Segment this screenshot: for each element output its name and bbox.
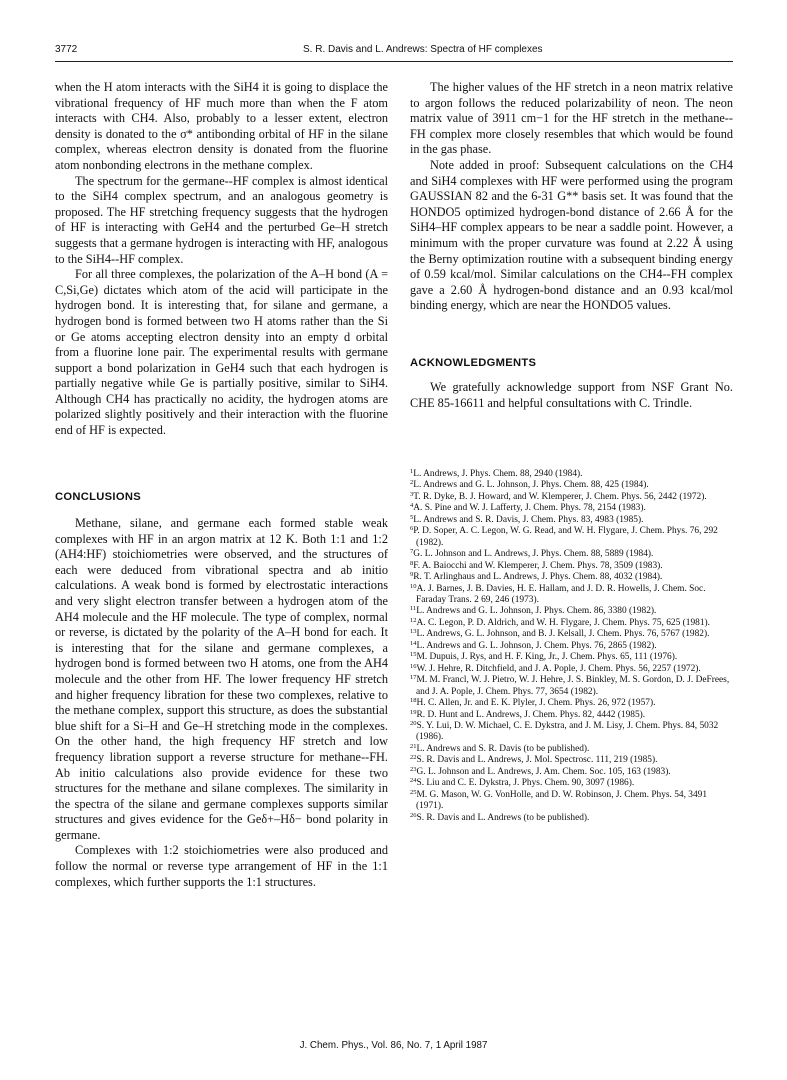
reference-number: 8 — [410, 559, 414, 567]
reference-number: 22 — [410, 754, 417, 762]
journal-footer: J. Chem. Phys., Vol. 86, No. 7, 1 April 1987 — [299, 1040, 488, 1051]
paragraph: We gratefully acknowledge support from NSF Grant No. CHE 85-16611 and helpful consultations with C. Trindle. — [410, 380, 733, 410]
reference-item: $^{18}$H. C. Allen, Jr. and E. K. Plyler, J. Chem. Phys. 26, 972 (1957). — [410, 697, 656, 709]
reference-number: 4 — [410, 502, 414, 510]
reference-number: 9 — [410, 571, 414, 579]
paragraph: when the H atom interacts with the SiH4 it is going to displace the vibrational frequency of HF much more than when the F atom interacts with CH4. Also, probably to a lesser extent, electron density is donated to the σ* antibonding orbital of HF in the silane complex, whereas electron density is donated from the fluorine atom nonbonding electrons in the methane complex. — [55, 80, 388, 172]
reference-item: $^2$L. Andrews and G. L. Johnson, J. Phys. Chem. 88, 425 (1984). — [410, 479, 649, 491]
reference-number: 16 — [410, 662, 417, 670]
reference-number: 17 — [410, 674, 417, 682]
reference-item: $^{21}$L. Andrews and S. R. Davis (to be published). — [410, 742, 590, 754]
left-column — [55, 80, 388, 439]
reference-number: 20 — [410, 719, 417, 727]
reference-number: 19 — [410, 708, 417, 716]
reference-item: $^{11}$L. Andrews and G. L. Johnson, J. Phys. Chem. 86, 3380 (1982). — [410, 605, 657, 617]
reference-item: $^{19}$R. D. Hunt and L. Andrews, J. Chem. Phys. 82, 4442 (1985). — [410, 708, 646, 720]
reference-number: 12 — [410, 616, 417, 624]
reference-item: $^{20}$S. Y. Lui, D. W. Michael, C. E. Dykstra, and J. M. Lisy, J. Chem. Phys. 84, 5032 (1986). — [410, 719, 719, 743]
reference-item: $^{14}$L. Andrews and G. L. Johnson, J. Chem. Phys. 76, 2865 (1982). — [410, 639, 657, 651]
reference-number: 13 — [410, 628, 417, 636]
reference-item: $^3$T. R. Dyke, B. J. Howard, and W. Klemperer, J. Chem. Phys. 56, 2442 (1972). — [410, 490, 707, 502]
reference-item: $^7$G. L. Johnson and L. Andrews, J. Phys. Chem. 88, 5889 (1984). — [410, 548, 654, 560]
reference-item: $^9$R. T. Arlinghaus and L. Andrews, J. Phys. Chem. 88, 4032 (1984). — [410, 571, 663, 583]
reference-item: $^{26}$S. R. Davis and L. Andrews (to be published). — [410, 811, 590, 823]
reference-item: $^{16}$W. J. Hehre, R. Ditchfield, and J. A. Pople, J. Chem. Phys. 56, 2257 (1972). — [410, 662, 701, 674]
acknowledgments-body — [410, 380, 733, 411]
reference-item: $^{15}$M. Dupuis, J. Rys, and H. F. King, Jr., J. Chem. Phys. 65, 111 (1976). — [410, 651, 678, 663]
section-heading-conclusions: CONCLUSIONS — [55, 491, 141, 503]
reference-number: 6 — [410, 525, 414, 533]
running-title: S. R. Davis and L. Andrews: Spectra of HF complexes — [303, 44, 543, 55]
reference-item: $^{24}$S. Liu and C. E. Dykstra, J. Phys. Chem. 90, 3097 (1986). — [410, 777, 635, 789]
paragraph: Complexes with 1:2 stoichiometries were also produced and follow the normal or reverse type arrangement of HF in the 1:1 complexes, which further supports the 1:1 structures. — [55, 843, 388, 889]
page-number: 3772 — [55, 44, 78, 55]
reference-number: 11 — [410, 605, 417, 613]
reference-item: $^{17}$M. M. Francl, W. J. Pietro, W. J. Hehre, J. S. Binkley, M. S. Gordon, D. J. DeFrees, and J. A. Pople, J. Chem. Phys. 77, 3654 (1982). — [410, 674, 730, 697]
reference-number: 24 — [410, 777, 417, 785]
paragraph: The spectrum for the germane--HF complex is almost identical to the SiH4 complex spectrum, and an analogous geometry is proposed. The HF stretching frequency suggests that the hydrogen of HF is interacting with GeH4 and the perturbed Ge–H stretch suggests that a germane hydrogen is interacting with HF, analogous to the SiH4--HF complex. — [55, 173, 388, 266]
reference-item: $^{12}$A. C. Legon, P. D. Aldrich, and W. H. Flygare, J. Chem. Phys. 75, 625 (1981). — [410, 616, 710, 628]
reference-number: 3 — [410, 490, 414, 498]
note-added-in-proof: Note added in proof: Subsequent calculations on the CH4 and SiH4 complexes with HF were performed using the program GAUSSIAN 82 and the 6-31 G** basis set. It was found that the HONDO5 optimized hydrogen-bond distance of 2.66 Å for the SiH4–HF complex appears to be near a saddle point. However, a minimum with the proper curvature was found at 2.22 Å using the Berny optimization routine with a subsequent binding energy of 0.59 kcal/mol. Similar calculations on the CH4--FH complex gave a 2.60 Å hydrogen-bond distance and an 0.93 kcal/mol binding energy, which are near the HONDO5 values. — [410, 157, 733, 313]
right-column — [410, 80, 733, 314]
header-rule — [55, 61, 733, 62]
running-header — [55, 44, 733, 58]
reference-number: 18 — [410, 697, 417, 705]
reference-number: 15 — [410, 651, 417, 659]
reference-item: $^1$L. Andrews, J. Phys. Chem. 88, 2940 (1984). — [410, 468, 583, 479]
reference-item: $^6$P. D. Soper, A. C. Legon, W. G. Read, and W. H. Flygare, J. Chem. Phys. 76, 292 (1982). — [410, 525, 718, 548]
reference-item: $^{13}$L. Andrews, G. L. Johnson, and B. J. Kelsall, J. Chem. Phys. 76, 5767 (1982). — [410, 628, 710, 640]
reference-number: 1 — [410, 468, 414, 475]
conclusions-body — [55, 516, 388, 890]
reference-number: 5 — [410, 513, 414, 521]
reference-number: 26 — [410, 811, 417, 819]
paragraph: Methane, silane, and germane each formed stable weak complexes with HF in an argon matrix at 12 K. Both 1:1 and 1:2 (AH4:HF) stoichiometries were observed, and the structures of each were deduced from vibrational spectra and ab initio calculations. A weak bond is formed by electrostatic interactions and very slight electron transfer between a hydrogen atom of the AH4 molecule and the HF molecule. The type of complex, normal or reverse, is dictated by the polarity of the A–H bond for each. It is interesting that for the silane and germane complexes, a hydrogen bond is formed between two H atoms, one from the AH4 molecule and the other from HF. The lower frequency HF stretch and higher frequency libration for these two complexes, relative to the methane complex, support this structure, as does the substantial blue shift for a Si–H and Ge–H stretching mode in the complexes. On the other hand, the high frequency HF stretch and low frequency libration support a reverse structure for methane--FH. Ab initio calculations also provide evidence for these two structures for the methane and silane complexes. The similarity in the spectra of the silane and germane complexes supports similar structures and gives evidence for the Geδ+–Hδ− bond polarity in germane. — [55, 516, 388, 842]
reference-number: 23 — [410, 765, 417, 773]
reference-number: 25 — [410, 788, 417, 796]
section-heading-acknowledgments: ACKNOWLEDGMENTS — [410, 357, 537, 369]
reference-number: 10 — [410, 582, 417, 590]
reference-item: $^8$F. A. Baiocchi and W. Klemperer, J. Chem. Phys. 78, 3509 (1983). — [410, 559, 663, 571]
reference-number: 2 — [410, 479, 414, 487]
reference-number: 7 — [410, 548, 414, 556]
reference-item: $^4$A. S. Pine and W. J. Lafferty, J. Chem. Phys. 78, 2154 (1983). — [410, 502, 646, 514]
reference-item: $^{25}$M. G. Mason, W. G. VonHolle, and D. W. Robinson, J. Chem. Phys. 54, 3491 (1971). — [410, 788, 708, 812]
reference-item: $^5$L. Andrews and S. R. Davis, J. Chem. Phys. 83, 4983 (1985). — [410, 513, 644, 525]
reference-number: 14 — [410, 639, 417, 647]
paragraph: The higher values of the HF stretch in a neon matrix relative to argon follows the reduced polarizability of neon. The neon matrix value of 3911 cm−1 for the HF stretch in the methane--FH complex more closely resembles that which would be found in the gas phase. — [410, 80, 733, 157]
reference-item: $^{10}$A. J. Barnes, J. B. Davies, H. E. Hallam, and J. D. R. Howells, J. Chem. Soc. Faraday Trans. 2 69, 246 (1973). — [410, 582, 706, 605]
reference-item: $^{23}$G. L. Johnson and L. Andrews, J. Am. Chem. Soc. 105, 163 (1983). — [410, 765, 671, 777]
reference-item: $^{22}$S. R. Davis and L. Andrews, J. Mol. Spectrosc. 111, 219 (1985). — [410, 754, 658, 766]
reference-number: 21 — [410, 742, 417, 750]
reference-list — [410, 469, 733, 824]
paragraph: For all three complexes, the polarization of the A–H bond (A = C,Si,Ge) dictates which atom of the acid will participate in the hydrogen bond. It is interesting that, for silane and germane, a hydrogen bond is formed between two H atoms rather than the Si or Ge atoms accepting electron density into an empty d orbital from a fluorine lone pair. The experimental results with germane support a bond polarization in GeH4 such that each hydrogen is partially negative while Ge is partially positive, similar to SiH4. Although CH4 has practically no acidity, the hydrogen atoms are polarized slightly positively and their interaction with the fluorine end of HF is expected. — [55, 267, 388, 438]
